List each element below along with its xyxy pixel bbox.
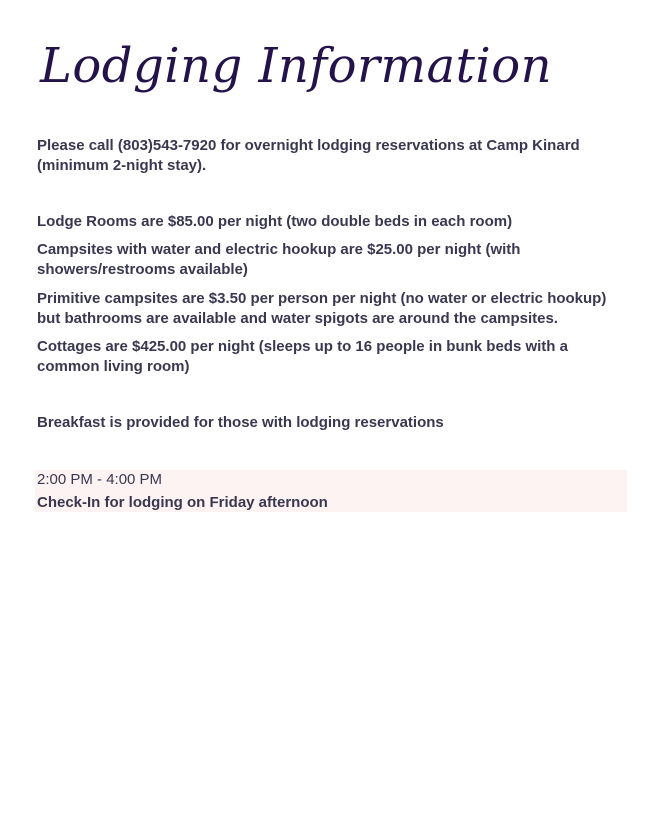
cottages-price: Cottages are $425.00 per night (sleeps up to 16 people in bunk beds with a common living room) bbox=[37, 338, 568, 375]
reservation-call-text: Please call (803)543-7920 for overnight lodging reservations at Camp Kinard (minimum 2-night stay). bbox=[37, 137, 580, 174]
lodge-rooms-price: Lodge Rooms are $85.00 per night (two double beds in each room) bbox=[37, 213, 513, 230]
breakfast-note: Breakfast is provided for those with lodging reservations bbox=[37, 414, 444, 431]
event-time: 2:00 PM - 4:00 PM bbox=[37, 471, 163, 488]
check-in-event bbox=[35, 470, 627, 512]
campsites-price: Campsites with water and electric hookup are $25.00 per night (with showers/restrooms available) bbox=[37, 241, 521, 278]
primitive-campsites-price: Primitive campsites are $3.50 per person per night (no water or electric hookup) but bathrooms are available and water spigots are around the campsites. bbox=[37, 290, 607, 327]
page-title: Lodging Information bbox=[40, 38, 553, 94]
event-title: Check-In for lodging on Friday afternoon bbox=[37, 494, 328, 511]
